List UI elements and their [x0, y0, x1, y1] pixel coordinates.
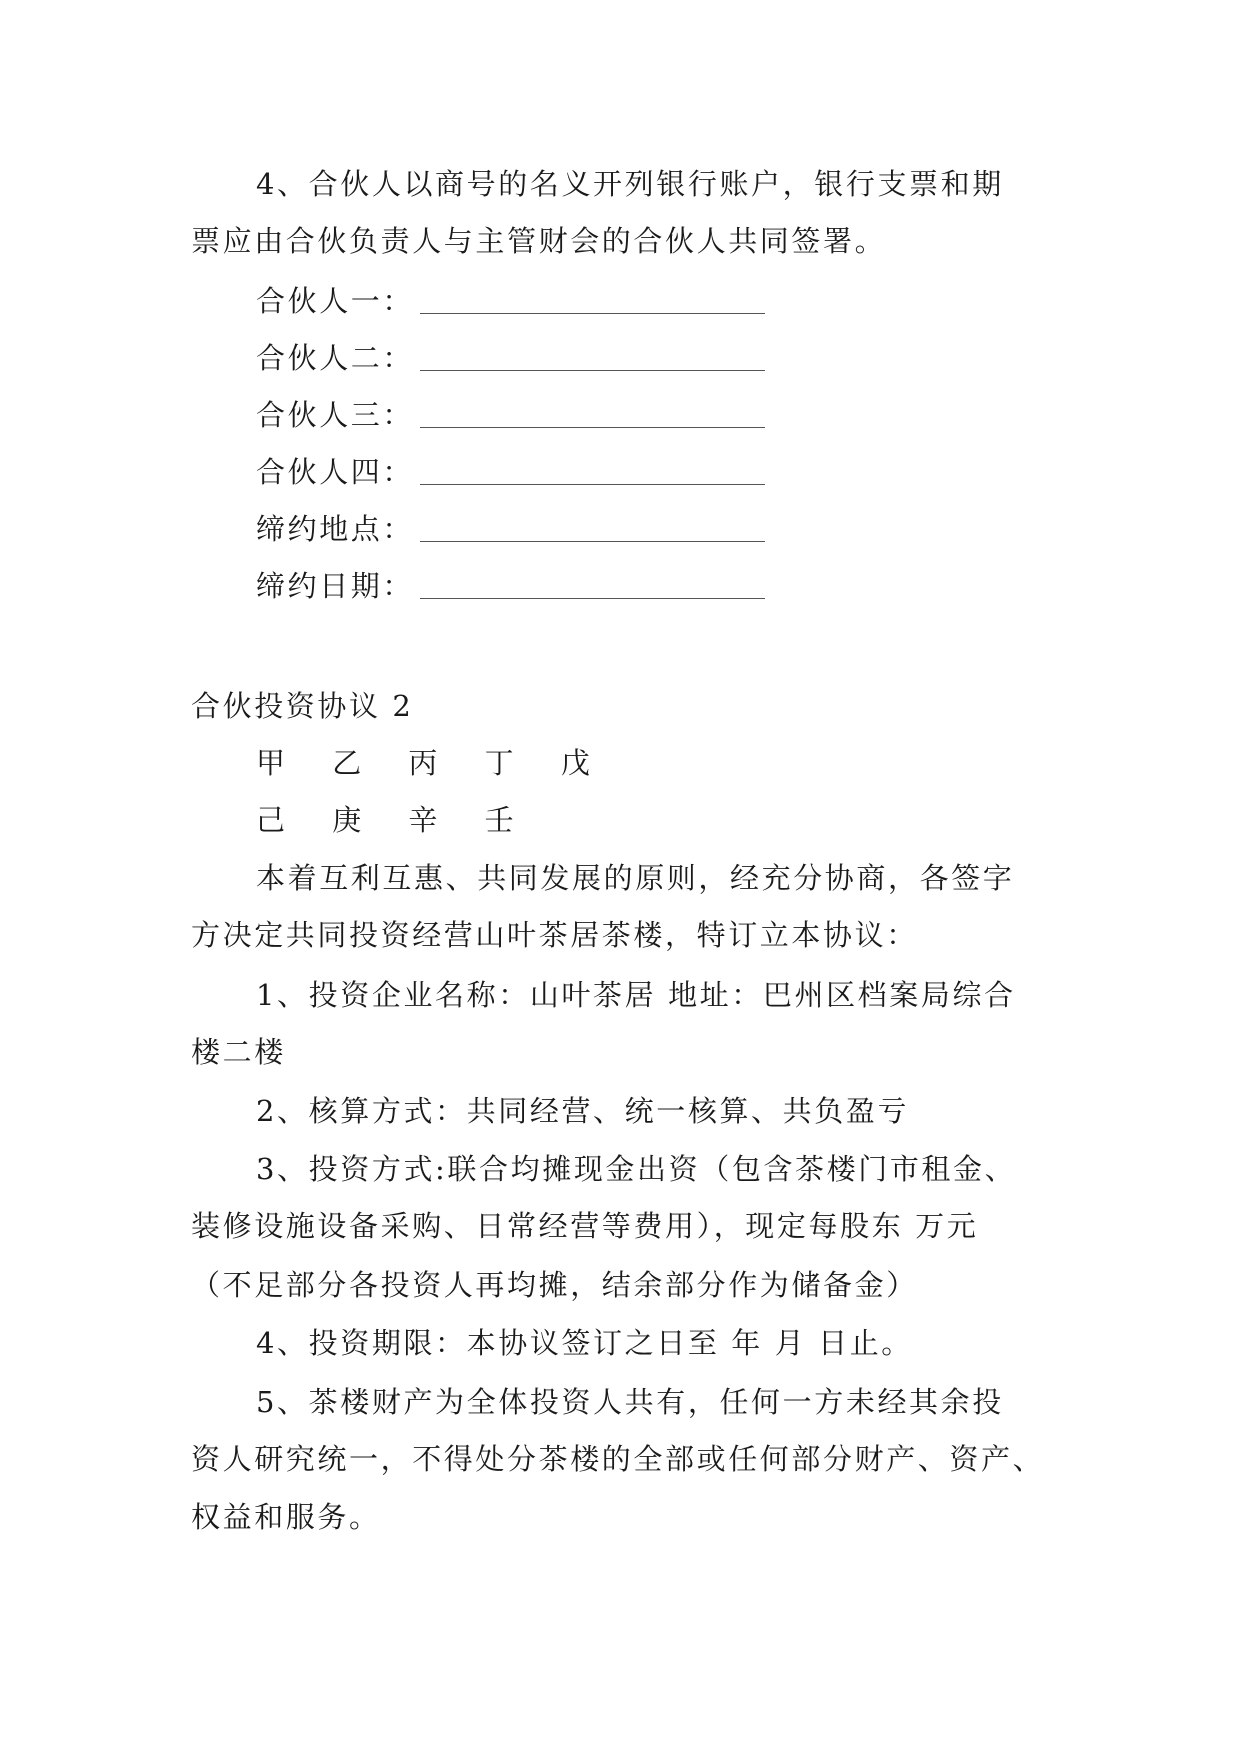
- intro-line-1: 本着互利互惠、共同发展的原则，经充分协商，各签字: [256, 861, 1015, 895]
- signature-label-partner-4: 合伙人四：: [256, 455, 415, 489]
- section-title: 合伙投资协议 2: [191, 689, 414, 723]
- clause-5-line-3: 权益和服务。: [191, 1500, 381, 1534]
- signature-label-partner-3: 合伙人三：: [256, 398, 415, 432]
- clause-2-line-1: 2、核算方式：共同经营、统一核算、共负盈亏: [256, 1094, 910, 1128]
- clause-3-line-2: 装修设施设备采购、日常经营等费用），现定每股东 万元: [191, 1209, 979, 1243]
- signature-line-place: [420, 541, 765, 542]
- signature-label-date: 缔约日期：: [256, 569, 415, 603]
- signature-label-place: 缔约地点：: [256, 512, 415, 546]
- signature-line-partner-2: [420, 370, 765, 371]
- signature-line-partner-4: [420, 484, 765, 485]
- parties-row-2: 己 庚 辛 壬: [256, 803, 533, 837]
- paragraph-4-line-2: 票应由合伙负责人与主管财会的合伙人共同签署。: [191, 224, 887, 258]
- clause-1-line-2: 楼二楼: [191, 1035, 286, 1069]
- paragraph-4-line-1: 4、合伙人以商号的名义开列银行账户，银行支票和期: [256, 167, 1004, 201]
- signature-label-partner-2: 合伙人二：: [256, 341, 415, 375]
- clause-3-line-3: （不足部分各投资人再均摊，结余部分作为储备金）: [191, 1268, 918, 1302]
- intro-line-2: 方决定共同投资经营山叶茶居茶楼，特订立本协议：: [191, 918, 918, 952]
- clause-1-line-1: 1、投资企业名称：山叶茶居 地址：巴州区档案局综合: [256, 978, 1016, 1012]
- signature-label-partner-1: 合伙人一：: [256, 284, 415, 318]
- clause-5-line-2: 资人研究统一，不得处分茶楼的全部或任何部分财产、资产、: [191, 1442, 1045, 1476]
- clause-3-line-1: 3、投资方式:联合均摊现金出资（包含茶楼门市租金、: [256, 1152, 1017, 1186]
- signature-line-partner-3: [420, 427, 765, 428]
- clause-5-line-1: 5、茶楼财产为全体投资人共有，任何一方未经其余投: [256, 1385, 1004, 1419]
- signature-line-date: [420, 598, 765, 599]
- parties-row-1: 甲 乙 丙 丁 戊: [256, 746, 609, 780]
- clause-4-line-1: 4、投资期限：本协议签订之日至 年 月 日止。: [256, 1326, 913, 1360]
- signature-line-partner-1: [420, 313, 765, 314]
